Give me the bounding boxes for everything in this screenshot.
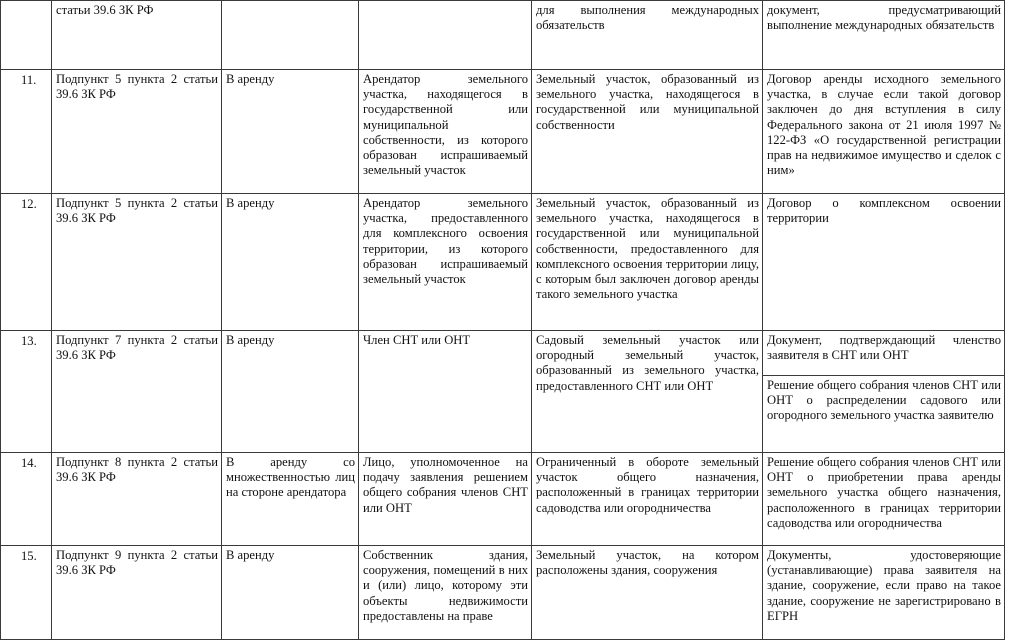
applicant-cell: Член СНТ или ОНТ	[359, 331, 532, 453]
land-plot-cell: Садовый земельный участок или огородный земельный участок, образованный из земельного участка, предоставленного СНТ или ОНТ	[532, 331, 763, 453]
grant-type-cell: В аренду	[222, 70, 359, 194]
row-number: 12.	[1, 194, 52, 331]
legal-basis-cell: Подпункт 5 пункта 2 статьи 39.6 ЗК РФ	[52, 194, 222, 331]
row-number: 11.	[1, 70, 52, 194]
document-item: Решение общего собрания членов СНТ или ОНТ о распределении садового или огородного земельного участка заявителю	[763, 375, 1004, 426]
documents-cell: Договор аренды исходного земельного участка, в случае если такой договор заключен до дня вступления в силу Федерального закона от 21 июля 1997 № 122-ФЗ «О государственной регистрации прав на недвижимое имущество и сделок с ним»	[763, 70, 1005, 194]
row-number: 14.	[1, 453, 52, 546]
grant-type-cell: В аренду	[222, 194, 359, 331]
land-plot-cell: для выполнения международных обязательств	[532, 1, 763, 70]
legal-basis-cell: Подпункт 8 пункта 2 статьи 39.6 ЗК РФ	[52, 453, 222, 546]
documents-cell: Договор о комплексном освоении территории	[763, 194, 1005, 331]
land-plot-cell: Земельный участок, на котором расположены здания, сооружения	[532, 546, 763, 640]
table-row	[1, 546, 1005, 640]
grant-type-cell: В аренду	[222, 331, 359, 453]
row-number	[1, 1, 52, 70]
row-number: 15.	[1, 546, 52, 640]
documents-cell: документ, предусматривающий выполнение международных обязательств	[763, 1, 1005, 70]
row-number: 13.	[1, 331, 52, 453]
table-row	[1, 453, 1005, 546]
land-plot-cell: Земельный участок, образованный из земельного участка, находящегося в государственной или муниципальной собственности, предоставленного для комплексного освоения территории лицу, с которым был заключен договор аренды такого земельного участка	[532, 194, 763, 331]
table-row	[1, 1, 1005, 70]
land-plot-cell: Земельный участок, образованный из земельного участка, находящегося в государственной или муниципальной собственности	[532, 70, 763, 194]
grant-type-cell: В аренду со множественностью лиц на стороне арендатора	[222, 453, 359, 546]
table-row	[1, 70, 1005, 194]
applicant-cell: Собственник здания, сооружения, помещений в них и (или) лицо, которому эти объекты недвижимости предоставлены на праве	[359, 546, 532, 640]
documents-cell	[763, 331, 1005, 453]
applicant-cell: Арендатор земельного участка, предоставленного для комплексного освоения территории, из которого образован испрашиваемый земельный участок	[359, 194, 532, 331]
legal-basis-cell: Подпункт 5 пункта 2 статьи 39.6 ЗК РФ	[52, 70, 222, 194]
grant-type-cell	[222, 1, 359, 70]
document-item: Документ, подтверждающий членство заявителя в СНТ или ОНТ	[767, 333, 1001, 363]
land-plot-cell: Ограниченный в обороте земельный участок общего назначения, расположенный в границах территории садоводства или огородничества	[532, 453, 763, 546]
applicant-cell	[359, 1, 532, 70]
documents-cell: Решение общего собрания членов СНТ или ОНТ о приобретении права аренды земельного участка общего назначения, расположенного в границах территории садоводства или огородничества	[763, 453, 1005, 546]
documents-cell: Документы, удостоверяющие (устанавливающие) права заявителя на здание, сооружение, если право на такое здание, сооружение не зарегистрировано в ЕГРН	[763, 546, 1005, 640]
legal-basis-cell: Подпункт 9 пункта 2 статьи 39.6 ЗК РФ	[52, 546, 222, 640]
legal-basis-cell: Подпункт 7 пункта 2 статьи 39.6 ЗК РФ	[52, 331, 222, 453]
applicant-cell: Арендатор земельного участка, находящегося в государственной или муниципальной собственности, из которого образован испрашиваемый земельный участок	[359, 70, 532, 194]
table-row	[1, 331, 1005, 453]
table-row	[1, 194, 1005, 331]
grant-type-cell: В аренду	[222, 546, 359, 640]
applicant-cell: Лицо, уполномоченное на подачу заявления решением общего собрания членов СНТ или ОНТ	[359, 453, 532, 546]
legal-basis-cell: статьи 39.6 ЗК РФ	[52, 1, 222, 70]
